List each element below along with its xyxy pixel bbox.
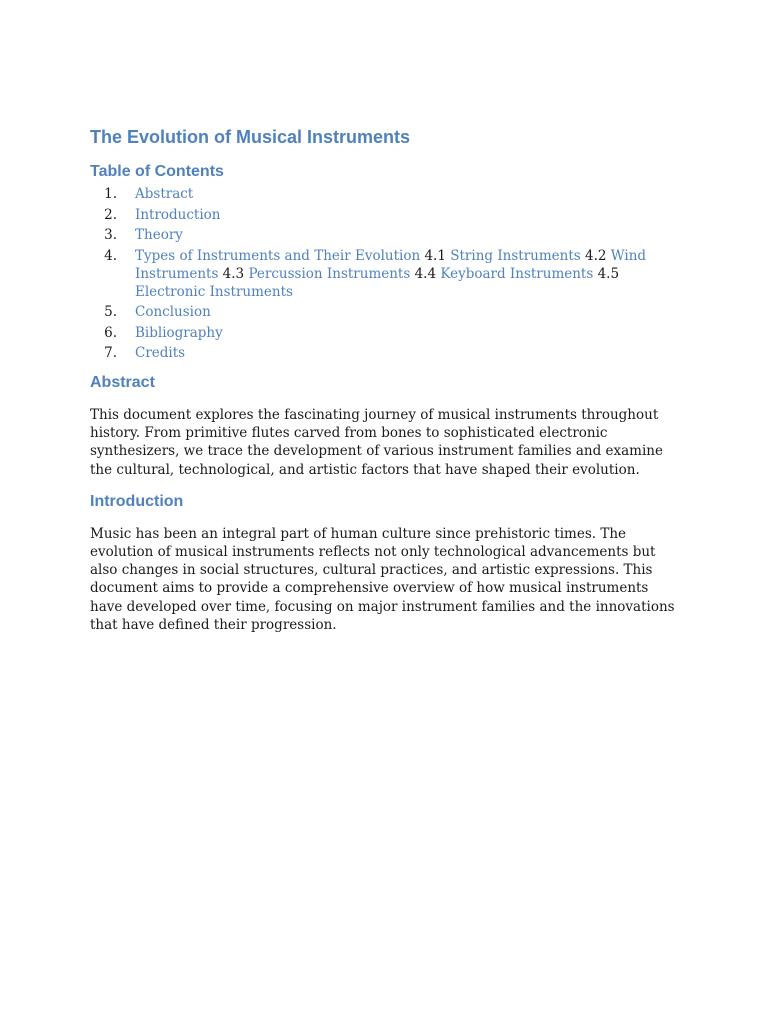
toc-heading: Table of Contents xyxy=(90,163,224,180)
toc-link-credits[interactable]: Credits xyxy=(135,345,186,361)
toc-item-theory xyxy=(90,226,678,244)
toc-subnumber: 4.5 xyxy=(597,265,620,282)
toc-item-bibliography xyxy=(90,324,678,342)
toc-link-keyboard-instruments[interactable]: Keyboard Instruments xyxy=(440,265,594,282)
toc-number: 6. xyxy=(104,324,117,341)
toc-number: 1. xyxy=(104,186,117,202)
toc-link-percussion-instruments[interactable]: Percussion Instruments xyxy=(248,265,411,282)
document-title: The Evolution of Musical Instruments xyxy=(90,127,411,147)
toc-link-conclusion[interactable]: Conclusion xyxy=(135,304,211,320)
toc-item-introduction xyxy=(90,206,678,224)
toc-link-string-instruments[interactable]: String Instruments xyxy=(450,247,581,264)
abstract-heading: Abstract xyxy=(90,374,155,391)
toc-link-types-of-instruments[interactable]: Types of Instruments and Their Evolution xyxy=(135,247,421,264)
toc-link-bibliography[interactable]: Bibliography xyxy=(135,324,223,341)
toc-link-abstract[interactable]: Abstract xyxy=(135,186,194,202)
toc-number: 7. xyxy=(104,345,117,361)
introduction-heading: Introduction xyxy=(90,492,184,510)
toc-item-types xyxy=(90,247,678,301)
toc-subnumber: 4.3 xyxy=(222,265,245,282)
toc-item-credits xyxy=(90,344,678,362)
toc-number: 3. xyxy=(104,227,117,243)
introduction-paragraph: Music has been an integral part of human culture since prehistoric times. The evolution of musical instruments reflects not only technological advancements but also changes in social structures, cultural practices, and artistic expressions. This document aims to provide a comprehensive overview of how musical instruments have developed over time, focusing on major instrument families and the innovations that have defined their progression. xyxy=(90,525,675,633)
toc-item-abstract xyxy=(90,185,678,203)
toc-subnumber: 4.1 xyxy=(424,247,446,264)
toc-subnumber: 4.2 xyxy=(585,247,607,264)
toc-number: 2. xyxy=(104,206,117,223)
toc-number: 5. xyxy=(104,304,117,320)
abstract-paragraph: This document explores the fascinating journey of musical instruments throughout history. From primitive flutes carved from bones to sophisticated electronic synthesizers, we trace the development of various instrument families and examine the cultural, technological, and artistic factors that have shaped their evolution. xyxy=(90,407,663,478)
toc-link-theory[interactable]: Theory xyxy=(135,227,183,243)
table-of-contents xyxy=(90,185,678,362)
toc-item-conclusion xyxy=(90,303,678,321)
toc-number: 4. xyxy=(104,247,117,264)
toc-link-introduction[interactable]: Introduction xyxy=(135,206,221,223)
toc-link-wind-instruments[interactable]: Wind Instruments xyxy=(135,247,647,282)
toc-link-electronic-instruments[interactable]: Electronic Instruments xyxy=(135,283,293,300)
toc-subnumber: 4.4 xyxy=(414,265,437,282)
